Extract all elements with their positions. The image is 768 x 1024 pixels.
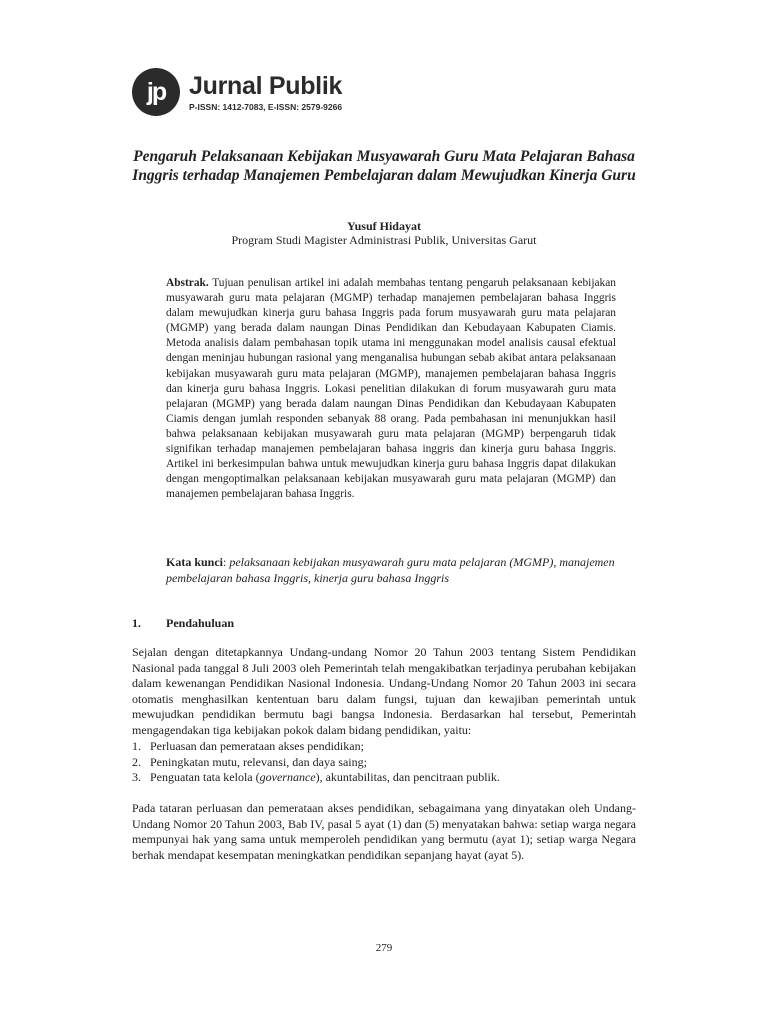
abstract: [166, 276, 616, 502]
policy-list: [132, 739, 636, 786]
list-item-term: governance: [259, 770, 316, 784]
article-author: Yusuf Hidayat: [347, 219, 421, 233]
list-item-text: Peningkatan mutu, relevansi, dan daya saing;: [150, 754, 367, 769]
journal-issn: P-ISSN: 1412-7083, E-ISSN: 2579-9266: [189, 102, 343, 112]
article-affiliation: Program Studi Magister Administrasi Publik, Universitas Garut: [231, 233, 537, 247]
list-item-number: 3.: [132, 770, 141, 784]
list-item-number: 2.: [132, 754, 141, 769]
body-paragraph-1: Sejalan dengan ditetapkannya Undang-undang Nomor 20 Tahun 2003 tentang Sistem Pendidikan Nasional pada tanggal 8 Juli 2003 oleh Pemerintah telah mengakibatkan terjadinya perubahan kebijakan dalam kewenangan Pendidikan Nasional Indonesia. Undang-Undang Nomor 20 Tahun 2003 ini secara otomatis menghasilkan kententuan baru dalam fungsi, tujuan dan kewajiban pemerintah untuk mewujudkan pendidikan bermutu bagi bangsa Indonesia. Berdasarkan hal tersebut, Pemerintah mengagendakan tiga kebijakan pokok dalam bidang pendidikan, yaitu:: [132, 645, 636, 737]
section-number: 1.: [132, 616, 141, 630]
keywords: Kata kunci: pelaksanaan kebijakan musyawarah guru mata pelajaran (MGMP), manajemen pembelajaran bahasa Inggris, kinerja guru bahasa Inggris: [166, 555, 615, 585]
list-item: [132, 755, 636, 771]
keywords-label: Kata kunci: [166, 555, 224, 569]
journal-logo: [132, 68, 342, 116]
list-item-text-before: Penguatan tata kelola (: [150, 770, 260, 784]
article-title: Pengaruh Pelaksanaan Kebijakan Musyawarah Guru Mata Pelajaran Bahasa Inggris terhadap Manajemen Pembelajaran dalam Mewujudkan Kinerja Guru: [132, 148, 636, 184]
page-number: 279: [375, 942, 393, 954]
abstract-text: Tujuan penulisan artikel ini adalah membahas tentang pengaruh pelaksanaan kebijakan musyawarah guru mata pelajaran (MGMP) terhadap manajemen pembelajaran bahasa Inggris dalam mewujudkan kinerja guru bahasa Inggris pada forum musyawarah guru mata pelajaran (MGMP) yang berada dalam naungan Dinas Pendidikan dan Kebudayaan Kabupaten Ciamis. Metoda analisis dalam pembahasan topik utama ini menggunakan model analisis causal efektual dengan meninjau hubungan rasional yang menganalisa hubungan sebab akibat antara pelaksanaan kebijakan musyawarah guru mata pelajaran (MGMP), manajemen pembelajaran bahasa Inggris dan kinerja guru bahasa Inggris. Lokasi penelitian dilakukan di forum musyawarah guru mata pelajaran (MGMP) yang berada dalam naungan Dinas Pendidikan dan Kebudayaan Kabupaten Ciamis dengan jumlah responden sebanyak 88 orang. Pada pembahasan ini menunjukkan hasil bahwa pelaksanaan kebijakan musyawarah guru mata pelajaran (MGMP) berpengaruh tidak signifikan terhadap manajemen pembelajaran bahasa inggris dan kinerja guru bahasa Inggris. Artikel ini berkesimpulan bahwa untuk mewujudkan kinerja guru bahasa Inggris dapat dilakukan dengan mengoptimalkan pelaksanaan kebijakan musyawarah guru mata pelajaran (MGMP) dan manajemen pembelajaran bahasa Inggris.: [166, 277, 616, 501]
list-item-number: 1.: [132, 739, 141, 753]
abstract-label: Abstrak.: [166, 277, 209, 289]
list-item-text: Perluasan dan pemerataan akses pendidikan;: [150, 739, 364, 753]
list-item-text-after: ), akuntabilitas, dan pencitraan publik.: [315, 770, 500, 784]
list-item: [132, 770, 636, 786]
section-heading: [132, 616, 234, 631]
journal-name: Jurnal Publik: [189, 72, 343, 100]
section-title: Pendahuluan: [166, 616, 235, 630]
list-item-text: [150, 770, 500, 786]
journal-logo-icon: jp: [132, 68, 180, 116]
list-item: [132, 739, 636, 755]
keywords-text: pelaksanaan kebijakan musyawarah guru mata pelajaran (MGMP), manajemen pembelajaran bahasa Inggris, kinerja guru bahasa Inggris: [166, 555, 615, 585]
journal-logo-text: [189, 72, 342, 112]
body-paragraph-2: Pada tataran perluasan dan pemerataan akses pendidikan, sebagaimana yang dinyatakan oleh Undang-Undang Nomor 20 Tahun 2003, Bab IV, pasal 5 ayat (1) dan (5) menyatakan bahwa: setiap warga negara mempunyai hak yang sama untuk memperoleh pendidikan yang bermutu (ayat 1); setiap warga Negara berhak mendapat kesempatan meningkatkan pendidikan sepanjang hayat (ayat 5).: [132, 801, 636, 862]
